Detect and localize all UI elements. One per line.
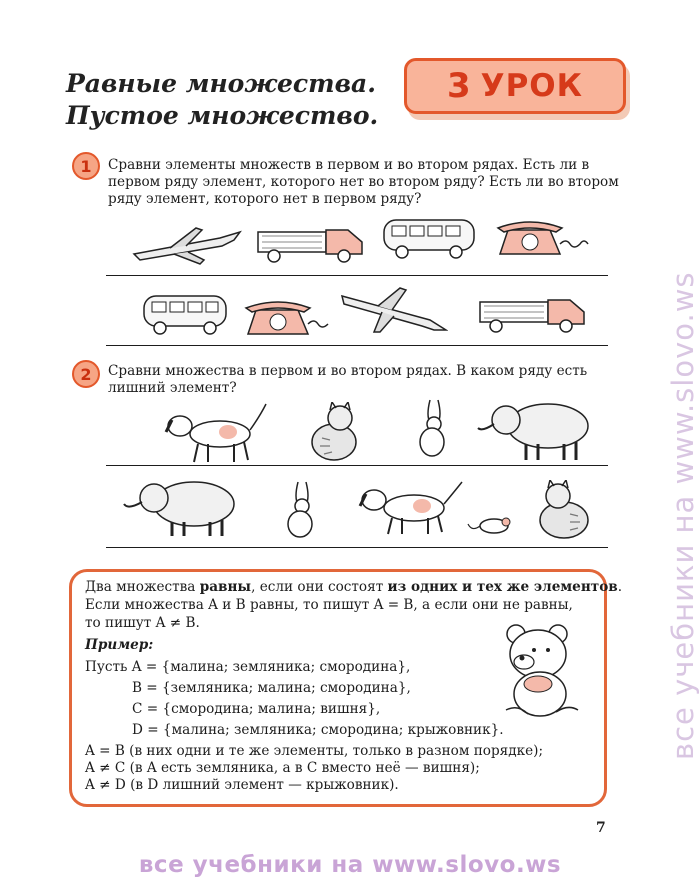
row-divider <box>106 465 608 466</box>
truck-image <box>254 222 368 264</box>
telephone-image <box>242 296 334 340</box>
cat-image <box>530 480 596 542</box>
bus-image <box>140 290 230 336</box>
telephone-image <box>494 214 592 260</box>
definition-text: , если они состоят <box>251 579 388 595</box>
truck-image <box>476 292 590 336</box>
lesson-number: 3 <box>447 66 471 106</box>
row-divider <box>106 345 608 346</box>
definition-text: Два множества <box>85 579 200 595</box>
page-number: 7 <box>596 820 606 836</box>
result-a-b: A = B (в них одни и те же элементы, только в разном порядке); <box>85 743 544 759</box>
elephant-image <box>472 398 606 462</box>
airplane-image <box>130 224 244 266</box>
definition-line-3: то пишут A ≠ B. <box>85 615 200 631</box>
task-2-line-2: лишний элемент? <box>108 380 237 396</box>
lesson-badge <box>404 58 626 114</box>
task-1-line-3: ряду элемент, которого нет в первом ряду? <box>108 191 422 207</box>
watermark-side: все учебники на www.slovo.ws <box>666 271 700 760</box>
dog-image <box>162 402 270 464</box>
watermark-bottom: все учебники на www.slovo.ws <box>138 852 562 878</box>
task-1-line-2: первом ряду элемент, которого нет во втором ряду? Есть ли во втором <box>108 174 619 190</box>
airplane-image <box>338 286 448 336</box>
task-2-line-1: Сравни множества в первом и во втором рядах. В каком ряду есть <box>108 363 588 379</box>
page-title <box>66 68 378 132</box>
task-2-number: 2 <box>72 360 100 388</box>
task-1-text <box>108 157 619 208</box>
bear-image <box>498 620 582 722</box>
row-divider <box>106 275 608 276</box>
task-2-text <box>108 363 587 397</box>
mouse-image <box>466 514 518 536</box>
example-label: Пример: <box>85 637 154 653</box>
cat-image <box>302 402 366 464</box>
set-a: Пусть A = {малина; земляника; смородина}, <box>85 659 411 675</box>
definition-text: . <box>617 579 623 595</box>
row-divider <box>106 547 608 548</box>
task-1-number: 1 <box>72 152 100 180</box>
definition-line-1 <box>85 579 622 596</box>
dog-image <box>356 478 466 536</box>
elephant-image <box>120 476 252 538</box>
title-line-1: Равные множества. <box>66 69 376 98</box>
set-b: B = {земляника; малина; смородина}, <box>132 680 411 696</box>
result-a-c: A ≠ C (в A есть земляника, а в C вместо неё — вишня); <box>85 760 480 776</box>
rabbit-image <box>408 396 458 458</box>
definition-line-2: Если множества A и B равны, то пишут A = B, а если они не равны, <box>85 597 573 613</box>
result-a-d: A ≠ D (в D лишний элемент — крыжовник). <box>85 777 399 793</box>
definition-bold-equal: равны <box>199 579 252 595</box>
title-line-2: Пустое множество. <box>66 101 379 130</box>
set-c: C = {смородина; малина; вишня}, <box>132 701 381 717</box>
task-1-line-1: Сравни элементы множеств в первом и во втором рядах. Есть ли в <box>108 157 590 173</box>
set-d: D = {малина; земляника; смородина; крыжовник}. <box>132 722 504 738</box>
rabbit-image <box>276 478 326 538</box>
bus-image <box>380 214 478 260</box>
lesson-word: УРОК <box>480 68 583 104</box>
definition-bold-elements: из одних и тех же элементов <box>387 579 618 595</box>
